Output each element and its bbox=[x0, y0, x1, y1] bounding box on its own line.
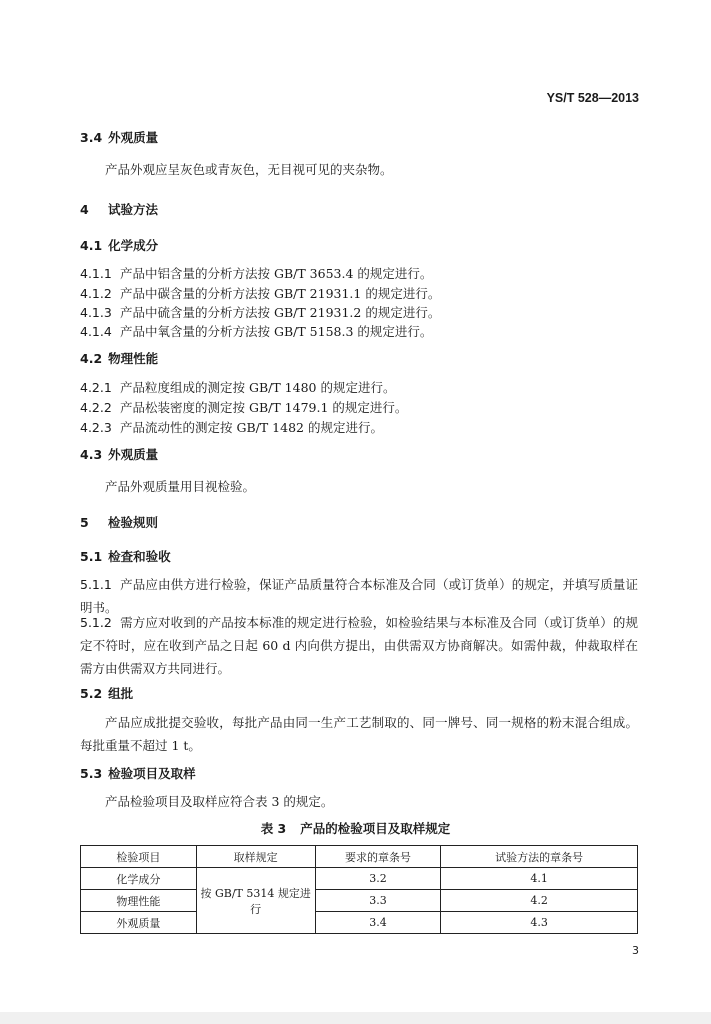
section-title: 检验规则 bbox=[108, 515, 159, 530]
section-number: 3.4 bbox=[80, 130, 103, 145]
clause-4-1-4 bbox=[80, 322, 432, 340]
clause-text: 产品流动性的测定按 GB/T 1482 的规定进行。 bbox=[120, 420, 383, 435]
page-number: 3 bbox=[632, 944, 639, 957]
clause-number: 4.2.3 bbox=[80, 420, 112, 435]
clause-4-1-1 bbox=[80, 264, 432, 282]
req-cell: 3.4 bbox=[315, 912, 441, 934]
clause-text: 产品中硫含量的分析方法按 GB/T 21931.2 的规定进行。 bbox=[120, 305, 441, 320]
table-row bbox=[81, 890, 638, 912]
method-cell: 4.2 bbox=[441, 890, 638, 912]
method-cell: 4.1 bbox=[441, 868, 638, 890]
scan-bottom-strip bbox=[0, 1012, 711, 1024]
clause-text: 产品中氧含量的分析方法按 GB/T 5158.3 的规定进行。 bbox=[120, 324, 433, 339]
clause-number: 5.1.2 bbox=[80, 615, 112, 630]
clause-text: 产品中碳含量的分析方法按 GB/T 21931.1 的规定进行。 bbox=[120, 286, 441, 301]
sampling-cell: 按 GB/T 5314 规定进行 bbox=[196, 868, 315, 934]
table-row bbox=[81, 868, 638, 890]
header-cell: 试验方法的章条号 bbox=[441, 846, 638, 868]
item-cell: 外观质量 bbox=[81, 912, 197, 934]
section-4-3-heading bbox=[80, 445, 158, 463]
section-5-1-heading bbox=[80, 547, 171, 565]
clause-text: 产品中铝含量的分析方法按 GB/T 3653.4 的规定进行。 bbox=[120, 266, 433, 281]
section-number: 4.3 bbox=[80, 447, 103, 462]
table-title: 产品的检验项目及取样规定 bbox=[300, 821, 451, 836]
header-cell: 要求的章条号 bbox=[315, 846, 441, 868]
clause-text: 需方应对收到的产品按本标准的规定进行检验，如检验结果与本标准及合同（或订货单）的规定不符时，应在收到产品之日起 60 d 内向供方提出，由供需双方协商解决。如需仲裁，仲裁取样在需方由供需双方共同进行。 bbox=[80, 615, 638, 676]
clause-4-1-2 bbox=[80, 284, 440, 302]
clause-text: 产品粒度组成的测定按 GB/T 1480 的规定进行。 bbox=[120, 380, 396, 395]
section-3-4-text: 产品外观应呈灰色或青灰色，无目视可见的夹杂物。 bbox=[105, 162, 393, 177]
clause-text: 产品应由供方进行检验，保证产品质量符合本标准及合同（或订货单）的规定，并填写质量证明书。 bbox=[80, 577, 638, 615]
section-5-heading bbox=[80, 513, 158, 531]
clause-4-2-2 bbox=[80, 398, 407, 416]
clause-number: 4.1.1 bbox=[80, 266, 112, 281]
section-5-2-text: 产品应成批提交验收，每批产品由同一生产工艺制取的、同一牌号、同一规格的粉末混合组成。每批重量不超过 1 t。 bbox=[80, 715, 638, 753]
section-4-heading bbox=[80, 200, 158, 218]
clause-4-2-1 bbox=[80, 378, 395, 396]
section-title: 化学成分 bbox=[108, 238, 159, 253]
req-cell: 3.3 bbox=[315, 890, 441, 912]
item-cell: 化学成分 bbox=[81, 868, 197, 890]
clause-number: 4.1.4 bbox=[80, 324, 112, 339]
clause-4-1-3 bbox=[80, 303, 440, 321]
clause-number: 4.1.3 bbox=[80, 305, 112, 320]
table-row bbox=[81, 912, 638, 934]
section-5-3-heading bbox=[80, 764, 196, 782]
table-header-row bbox=[81, 846, 638, 868]
section-5-3-text: 产品检验项目及取样应符合表 3 的规定。 bbox=[105, 794, 334, 809]
section-number: 4.2 bbox=[80, 351, 103, 366]
clause-text: 产品松装密度的测定按 GB/T 1479.1 的规定进行。 bbox=[120, 400, 408, 415]
section-title: 检验项目及取样 bbox=[108, 766, 196, 781]
clause-number: 4.2.1 bbox=[80, 380, 112, 395]
table-label: 表 3 bbox=[260, 821, 287, 836]
section-number: 4 bbox=[80, 202, 89, 217]
section-number: 5.1 bbox=[80, 549, 103, 564]
section-number: 4.1 bbox=[80, 238, 103, 253]
clause-number: 5.1.1 bbox=[80, 577, 112, 592]
clause-5-1-2 bbox=[80, 611, 638, 680]
method-cell: 4.3 bbox=[441, 912, 638, 934]
section-title: 外观质量 bbox=[108, 130, 159, 145]
section-4-3-text: 产品外观质量用目视检验。 bbox=[105, 479, 256, 494]
section-5-2-heading bbox=[80, 684, 133, 702]
table-caption bbox=[0, 819, 711, 837]
header-cell: 检验项目 bbox=[81, 846, 197, 868]
section-4-1-heading bbox=[80, 236, 158, 254]
section-number: 5.2 bbox=[80, 686, 103, 701]
clause-4-2-3 bbox=[80, 418, 383, 436]
section-3-4-heading bbox=[80, 128, 158, 146]
section-number: 5.3 bbox=[80, 766, 103, 781]
section-number: 5 bbox=[80, 515, 89, 530]
section-title: 物理性能 bbox=[108, 351, 159, 366]
clause-number: 4.1.2 bbox=[80, 286, 112, 301]
section-4-2-heading bbox=[80, 349, 158, 367]
section-title: 检查和验收 bbox=[108, 549, 171, 564]
section-title: 组批 bbox=[108, 686, 134, 701]
item-cell: 物理性能 bbox=[81, 890, 197, 912]
section-title: 试验方法 bbox=[108, 202, 159, 217]
section-title: 外观质量 bbox=[108, 447, 159, 462]
inspection-table bbox=[80, 845, 638, 934]
standard-number: YS/T 528—2013 bbox=[546, 91, 639, 105]
clause-number: 4.2.2 bbox=[80, 400, 112, 415]
req-cell: 3.2 bbox=[315, 868, 441, 890]
header-cell: 取样规定 bbox=[196, 846, 315, 868]
